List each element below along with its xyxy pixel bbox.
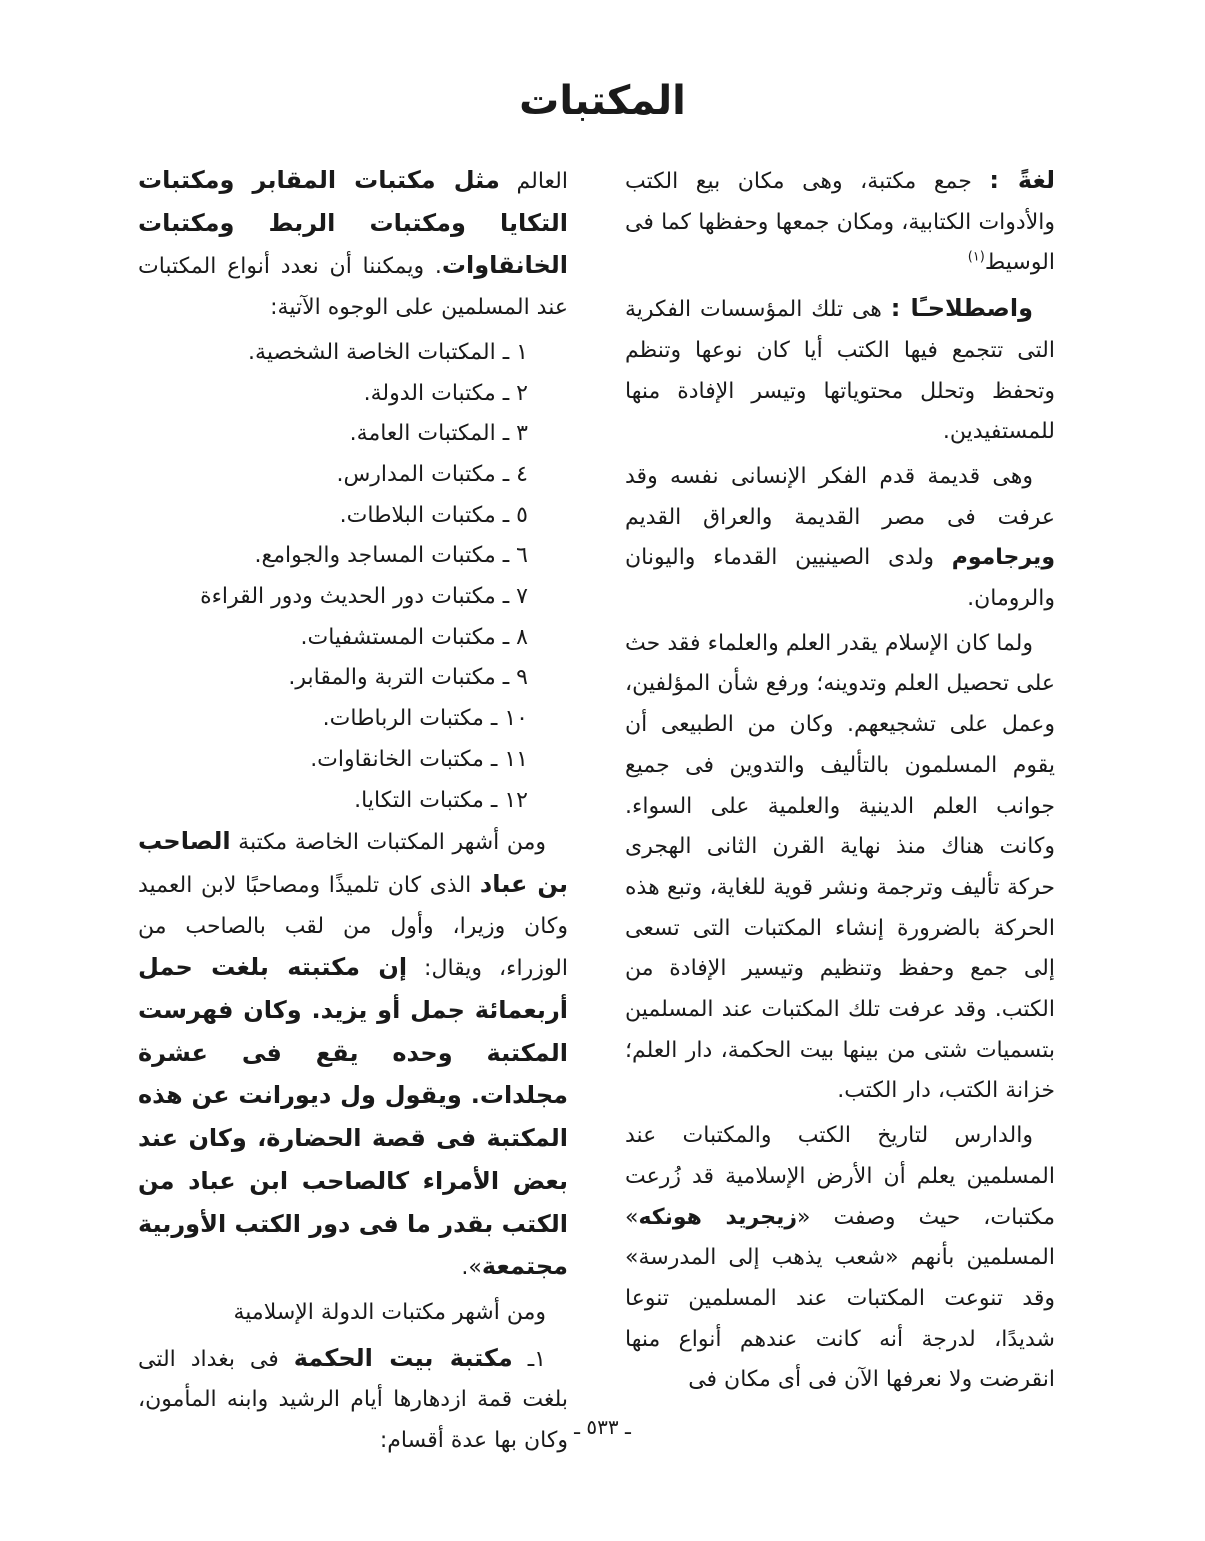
list-item: ٢ ـ مكتبات الدولة. xyxy=(363,380,528,406)
text: فى بغداد التى بلغت قمة ازدهارها أيام الرشيد وابنه المأمون، وكان بها عدة أقسام: xyxy=(138,1346,568,1454)
paragraph-islam-knowledge: ولما كان الإسلام يقدر العلم والعلماء فقد حث على تحصيل العلم وتدوينه؛ ورفع شأن المؤلفين، وعمل على تشجيعهم. وكان من الطبيعى أن يقوم المسلمون بالتأليف والتدوين فى جميع جوانب العلم الدينية والعلمية على السواء. وكانت هناك منذ نهاية القرن الثانى الهجرى حركة تأليف وترجمة ونشر قوية للغاية، وتبع هذه الحركة بالضرورة إنشاء المكتبات التى تسعى إلى جمع وحفظ وتنظيم وتيسير الإفادة من الكتب. وقد عرفت تلك المكتبات عند المسلمين بتسميات شتى من بينها بيت الحكمة، دار العلم؛ خزانة الكتب، دار الكتب. xyxy=(625,630,1055,1104)
emphasis: زيجريد هونكه xyxy=(638,1204,797,1230)
emphasis: إن مكتبته بلغت حمل أربعمائة جمل أو يزيد. وكان فهرست المكتبة وحده يقع فى عشرة مجلدات. ويقول ول ديورانت عن هذه المكتبة فى قصة الحضارة، وكان عند بعض الأمراء كالصاحب ابن عباد من الكتب بقدر ما فى دور الكتب الأوربية مجتمعة xyxy=(137,953,568,1281)
text: ». xyxy=(461,1255,482,1281)
text: » المسلمين بأنهم «شعب يذهب إلى المدرسة» وقد تنوعت المكتبات عند المسلمين تنوعا شديدًا، لدرجة أنه كانت عندهم أنواع منها انقرضت ولا نعرفها الآن فى أى مكان فى xyxy=(625,1204,1055,1393)
paragraph-hunke-quote xyxy=(625,1116,1055,1401)
text: والدارس لتاريخ الكتب والمكتبات عند المسلمين يعلم أن الأرض الإسلامية قد زُرعت مكتبات، حيث وصفت « xyxy=(625,1123,1055,1230)
text: وهى قديمة قدم الفكر الإنسانى نفسه وقد عرفت فى مصر القديمة والعراق القديم xyxy=(625,463,1055,530)
paragraph-technical-definition xyxy=(625,288,1055,453)
paragraph-language-definition xyxy=(625,160,1055,284)
text: . ويمكننا أن نعدد أنواع المكتبات عند المسلمين على الوجوه الآتية: xyxy=(138,254,568,321)
list-item: ١٢ ـ مكتبات التكايا. xyxy=(354,787,528,813)
list-item: ١ ـ المكتبات الخاصة الشخصية. xyxy=(248,339,528,365)
paragraph-library-types-intro xyxy=(138,160,568,329)
page-number: ـ ٥٣٣ ـ xyxy=(574,1415,631,1439)
paragraph-sahib-ibn-abbad xyxy=(138,821,568,1289)
right-column xyxy=(625,160,1055,1405)
list-item: ٨ ـ مكتبات المستشفيات. xyxy=(300,624,528,650)
page-title: المكتبات xyxy=(519,78,686,124)
library-types-list xyxy=(138,333,568,821)
list-item: ٩ ـ مكتبات التربة والمقابر. xyxy=(288,665,528,691)
text: جمع مكتبة، وهى مكان بيع الكتب والأدوات الكتابية، ومكان جمعها وحفظها كما فى الوسيط xyxy=(625,169,1055,276)
list-item: ١٠ ـ مكتبات الرباطات. xyxy=(322,706,528,732)
text: هى تلك المؤسسات الفكرية التى تتجمع فيها الكتب أيا كان نوعها وتنظم وتحفظ وتحلل محتوياتها وتيسر الإفادة منها للمستفيدين. xyxy=(625,297,1055,445)
text: ومن أشهر المكتبات الخاصة مكتبة xyxy=(230,830,546,856)
term-lughatan: لغةً : xyxy=(989,166,1055,194)
list-item: ٦ ـ مكتبات المساجد والجوامع. xyxy=(254,543,528,569)
left-column xyxy=(138,160,568,1466)
list-item: ٤ ـ مكتبات المدارس. xyxy=(336,461,528,487)
list-item: ٣ ـ المكتبات العامة. xyxy=(349,421,528,447)
paragraph-ancient-origins xyxy=(625,457,1055,620)
term-istilahan: واصطلاحـًا : xyxy=(890,294,1033,323)
text: ولدى الصينيين القدماء واليونان والرومان. xyxy=(625,545,1055,612)
text: العالم xyxy=(499,169,568,194)
emphasis: الصاحب بن عباد xyxy=(138,827,568,898)
list-item: ٥ ـ مكتبات البلاطات. xyxy=(339,502,528,528)
text: ١ـ xyxy=(512,1346,546,1372)
list-item: ٧ ـ مكتبات دور الحديث ودور القراءة xyxy=(200,584,528,610)
emphasis: مثل مكتبات المقابر ومكتبات التكايا ومكتبات الربط ومكتبات الخانقاوات xyxy=(138,166,568,280)
paragraph-state-libraries: ومن أشهر مكتبات الدولة الإسلامية xyxy=(233,1299,546,1325)
paragraph-bayt-al-hikma xyxy=(138,1338,568,1462)
emphasis: مكتبة بيت الحكمة xyxy=(293,1343,513,1372)
emphasis: ويرجاموم xyxy=(951,545,1055,571)
list-item: ١١ ـ مكتبات الخانقاوات. xyxy=(310,746,528,772)
text: الذى كان تلميذًا ومصاحبًا لابن العميد وكان وزيرا، وأول من لقب بالصاحب من الوزراء، ويقال: xyxy=(138,872,569,982)
footnote-ref: (١) xyxy=(967,250,985,266)
